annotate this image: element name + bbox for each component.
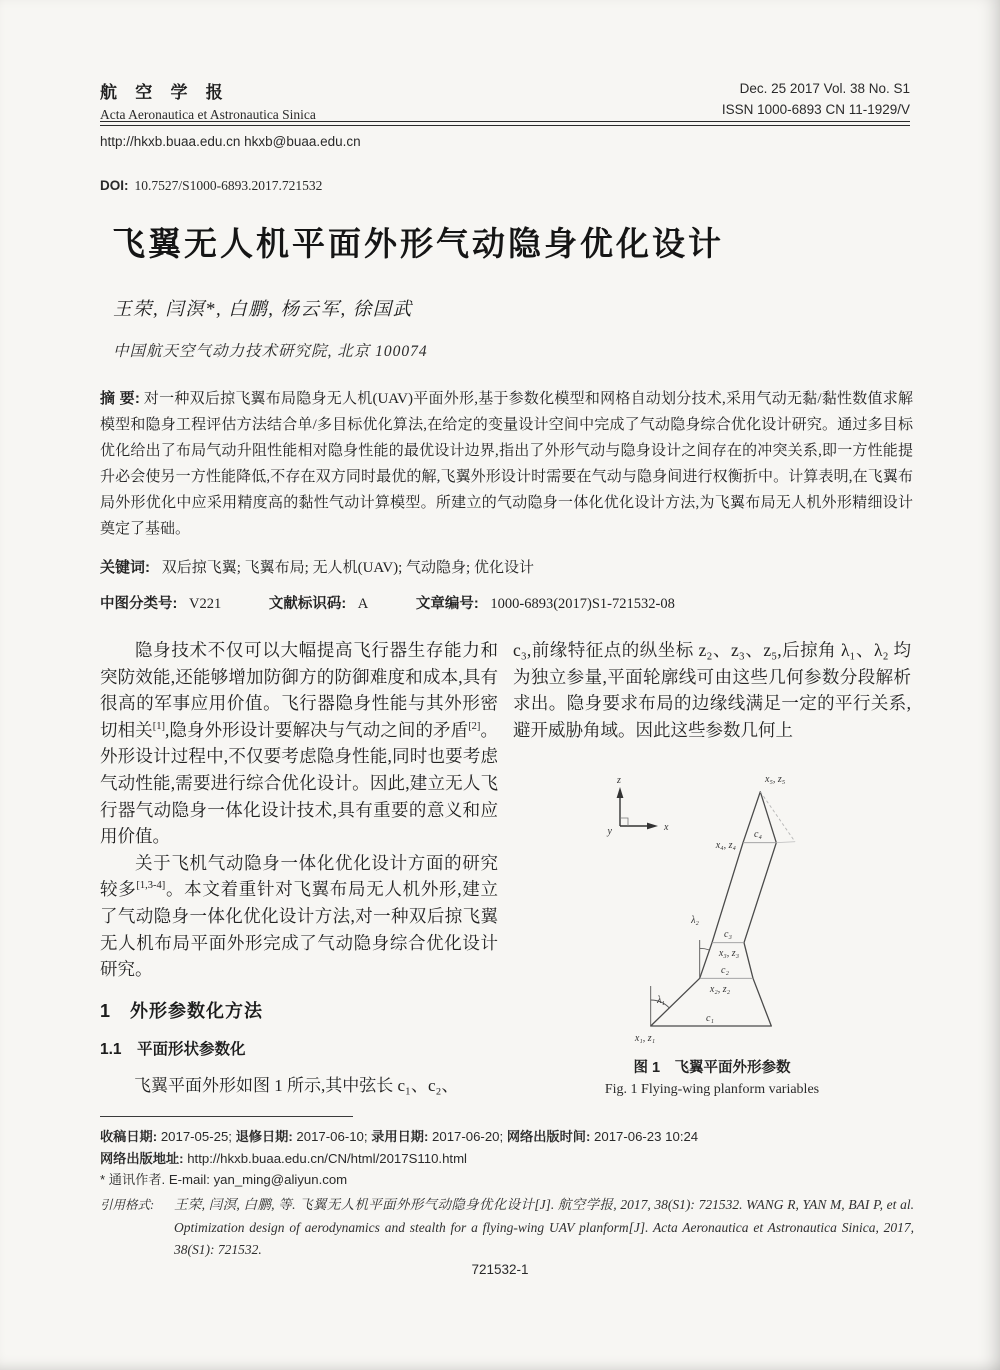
chord-3-label: c₃ bbox=[724, 929, 732, 940]
affiliation-line: 中国航天空气动力技术研究院, 北京 100074 bbox=[113, 343, 428, 360]
abstract-paragraph bbox=[100, 386, 913, 542]
abstract-text: 对一种双后掠飞翼布局隐身无人机(UAV)平面外形,基于参数化模型和网格自动划分技术,采用气动无黏/黏性数值求解模型和隐身工程评估方法结合单/多目标优化算法,在给定的变量设计空间中完成了气动隐身综合优化设计研究。通过多目标优化给出了布局气动升阻性能相对隐身性能的最优设计边界,指出了外形气动与隐身设计之间存在的冲突关系,即一方性能提升必会使另一方性能降低,不存在双方同时最优的解,飞翼外形设计时需要在气动与隐身间进行权衡折中。计算表明,在飞翼布局外形优化中应采用精度高的黏性气动计算模型。所建立的气动隐身一体化优化设计方法,为飞翼布局无人机外形精细设计奠定了基础。 bbox=[100, 391, 914, 537]
left-column bbox=[100, 637, 498, 1100]
online-time: 2017-06-23 10:24 bbox=[590, 1129, 699, 1144]
article-id-value: 1000-6893(2017)S1-721532-08 bbox=[490, 596, 675, 612]
sweep-angle-2-label: λ₂ bbox=[691, 915, 699, 926]
issue-info-block bbox=[722, 78, 910, 123]
revised-date: 2017-06-10; bbox=[292, 1129, 372, 1144]
journal-name-en: Acta Aeronautica et Astronautica Sinica bbox=[100, 107, 316, 122]
issue-date-line: Dec. 25 2017 Vol. 38 No. S1 bbox=[739, 81, 910, 96]
keywords-line bbox=[100, 556, 913, 577]
chord-2-label: c₂ bbox=[721, 965, 729, 976]
online-url: http://hkxb.buaa.edu.cn/CN/html/2017S110.html bbox=[183, 1150, 467, 1166]
footnote-block bbox=[100, 1126, 913, 1191]
received-date: 2017-05-25; bbox=[157, 1129, 236, 1144]
header-double-rule bbox=[100, 121, 910, 126]
tip-extension-base-line bbox=[776, 842, 795, 843]
abstract-label: 摘 要: bbox=[100, 390, 140, 407]
doc-code-value: A bbox=[357, 596, 369, 612]
journal-name-cn: 航 空 学 报 bbox=[100, 83, 230, 102]
point-3-label: x₃, z₃ bbox=[718, 948, 740, 959]
point-2-label: x₂, z₂ bbox=[709, 984, 731, 995]
sweep-angle-1-label: λ₁ bbox=[657, 995, 665, 1006]
doi-line bbox=[100, 178, 322, 194]
reference-marker: [1,3-4] bbox=[136, 880, 166, 892]
journal-url-line: http://hkxb.buaa.edu.cn hkxb@buaa.edu.cn bbox=[100, 134, 361, 149]
axis-x-label: x bbox=[664, 822, 669, 833]
point-1-label: x₁, z₁ bbox=[634, 1033, 656, 1044]
corresponding-author-email: * 通讯作者. E-mail: yan_ming@aliyun.com bbox=[100, 1172, 348, 1187]
footnote-url-line bbox=[100, 1148, 913, 1170]
classification-line bbox=[100, 592, 913, 613]
point-4-label: x₄, z₄ bbox=[715, 840, 736, 851]
point-5-label: x₅, z₅ bbox=[765, 774, 786, 785]
tip-extension-dashed-line bbox=[760, 792, 795, 842]
doi-label: DOI: bbox=[100, 178, 129, 193]
citation-text: 王荣, 闫溟, 白鹏, 等. 飞翼无人机平面外形气动隐身优化设计[J]. 航空学报, 2017, 38(S1): 721532. WANG R, YAN M, BAI P, et al. Optimization design of aerodynamics and stealth for a flying-wing UAV planform[J]. Acta Aeronautica et Astronautica Sinica, 2017, 38(S1): 721532. bbox=[174, 1197, 914, 1257]
right-column bbox=[513, 637, 911, 743]
chord-1-label: c₁ bbox=[706, 1013, 714, 1024]
axis-z-label: z bbox=[617, 775, 621, 786]
text-run: 。外形设计过程中,不仅要考虑隐身性能,同时也要考虑气动性能,需要进行综合优化设计。因此,建立无人飞行器气动隐身一体化设计技术,具有重要的意义和应用价值。 bbox=[100, 719, 499, 847]
footnote-rule bbox=[100, 1116, 353, 1117]
doc-code-label: 文献标识码: bbox=[268, 596, 347, 612]
footnote-corresponding-author-line bbox=[100, 1169, 913, 1191]
section-1-1-paragraph: 飞翼平面外形如图 1 所示,其中弦长 c₁、c₂、 bbox=[134, 1075, 459, 1095]
accepted-label: 录用日期: bbox=[371, 1129, 429, 1144]
journal-header bbox=[100, 78, 910, 123]
axes-icon bbox=[607, 775, 669, 837]
issn-line: ISSN 1000-6893 CN 11-1929/V bbox=[721, 102, 910, 117]
text-run: 。本文着重针对飞翼布局无人机外形,建立了气动隐身一体化优化设计方法,对一种双后掠飞翼无人机布局平面外形完成了气动隐身综合优化设计研究。 bbox=[100, 879, 499, 980]
intro-paragraph-1 bbox=[100, 637, 498, 850]
citation-label: 引用格式: bbox=[100, 1198, 155, 1212]
online-time-label: 网络出版时间: bbox=[506, 1129, 591, 1144]
clc-value: V221 bbox=[188, 596, 222, 612]
figure-caption-en: Fig. 1 Flying-wing planform variables bbox=[604, 1082, 820, 1097]
online-url-label: 网络出版地址: bbox=[100, 1150, 184, 1166]
figure-caption-cn: 图 1 飞翼平面外形参数 bbox=[633, 1060, 791, 1076]
reference-marker: [1] bbox=[152, 720, 165, 732]
text-run: ,隐身外形设计要解决与气动之间的矛盾 bbox=[164, 719, 469, 740]
accepted-date: 2017-06-20; bbox=[428, 1129, 507, 1144]
page-number: 721532-1 bbox=[471, 1262, 529, 1277]
figure-planform-diagram bbox=[598, 770, 833, 1055]
section-1-heading: 1 外形参数化方法 bbox=[100, 1000, 264, 1021]
section-1-1-heading: 1.1 平面形状参数化 bbox=[100, 1041, 246, 1059]
text-run: 关于飞机气动隐身一体化优化设计方面的研究较多 bbox=[100, 852, 498, 900]
citation-block bbox=[100, 1194, 914, 1262]
sweep-angle-marks bbox=[651, 940, 710, 1026]
chord-4-label: c₄ bbox=[754, 829, 762, 840]
revised-label: 退修日期: bbox=[235, 1129, 293, 1144]
reference-marker: [2] bbox=[468, 720, 481, 732]
article-id-label: 文章编号: bbox=[415, 596, 479, 612]
clc-label: 中图分类号: bbox=[100, 596, 178, 612]
doi-value: 10.7527/S1000-6893.2017.721532 bbox=[134, 178, 323, 193]
footnote-dates-line bbox=[100, 1126, 913, 1148]
keywords-label: 关键词: bbox=[100, 559, 150, 576]
received-label: 收稿日期: bbox=[100, 1129, 158, 1144]
keywords-text: 双后掠飞翼; 飞翼布局; 无人机(UAV); 气动隐身; 优化设计 bbox=[161, 560, 534, 576]
text-run: 隐身技术不仅可以大幅提高飞行器生存能力和突防效能,还能够增加防御方的防御难度和成本,具有很高的军事应用价值。飞行器隐身性能与其外形密切相关 bbox=[100, 640, 498, 740]
journal-name-block bbox=[100, 78, 316, 123]
authors-line: 王荣, 闫溟*, 白鹏, 杨云军, 徐国武 bbox=[113, 300, 413, 320]
intro-paragraph-2 bbox=[100, 850, 498, 983]
right-column-paragraph: c₃,前缘特征点的纵坐标 z₂、z₃、z₅,后掠角 λ₁、λ₂ 均为独立参量,平面轮廓线可由这些几何参数分段解析求出。隐身要求布局的边缘线满足一定的平行关系,避开威胁角域。因此这些参数几何上 bbox=[513, 640, 911, 740]
article-title: 飞翼无人机平面外形气动隐身优化设计 bbox=[112, 225, 724, 262]
axis-y-label: y bbox=[607, 826, 612, 837]
